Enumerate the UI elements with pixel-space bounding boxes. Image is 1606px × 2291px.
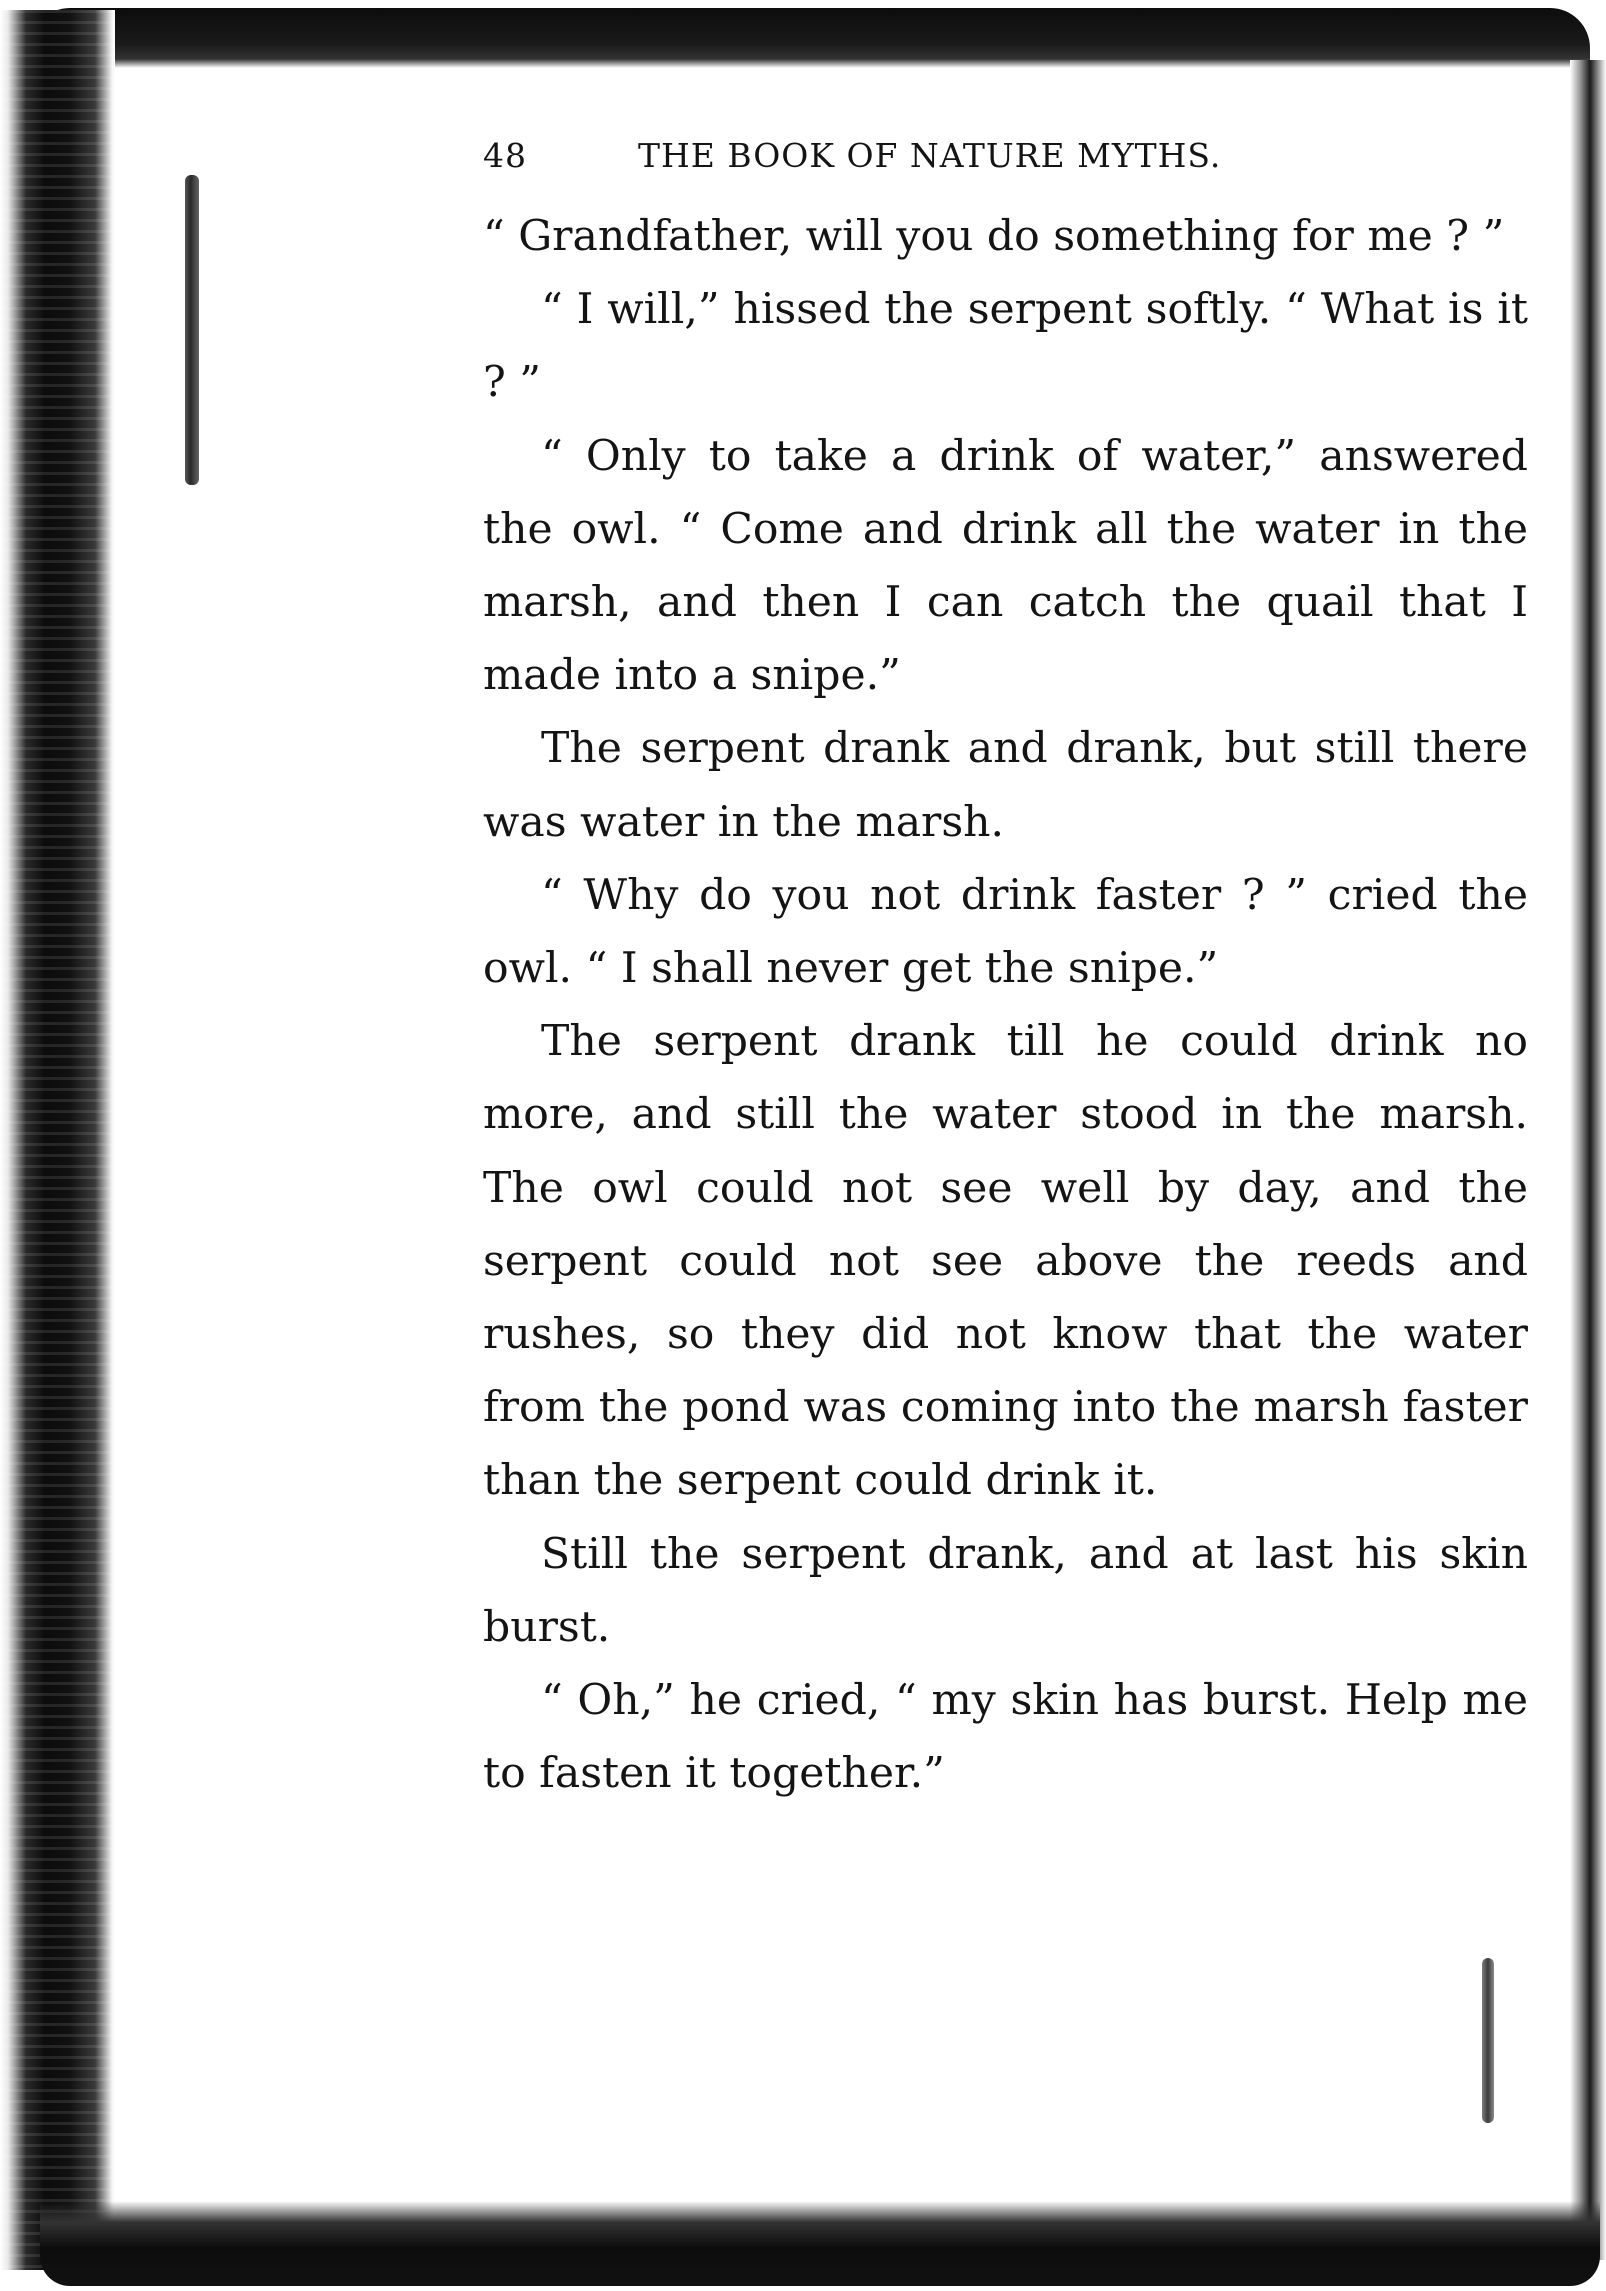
paragraph: The serpent drank till he could drink no more, and still the water stood in the marsh. The owl could not see well by day, and the serpent could not see above the reeds and rushes, so they did not know that the water from the pond was coming into the marsh faster than the serpent could drink it. (483, 1017, 1528, 1506)
running-head (483, 120, 1528, 190)
paragraph: “ I will,” hissed the serpent softly. “ What is it ? ” (483, 285, 1528, 408)
scan-edge-bottom (40, 2201, 1600, 2286)
scan-edge-right (1570, 60, 1606, 2260)
paragraph: Still the serpent drank, and at last his skin burst. (483, 1529, 1528, 1652)
book-page (483, 120, 1528, 1810)
page-text (483, 200, 1528, 1810)
paragraph: The serpent drank and drank, but still there was water in the marsh. (483, 724, 1528, 847)
paragraph: “ Oh,” he cried, “ my skin has burst. Help me to fasten it together.” (483, 1676, 1528, 1799)
scan-edge-top (30, 8, 1590, 68)
scan-smudge-right (1482, 1958, 1494, 2123)
paragraph: “ Only to take a drink of water,” answered the owl. “ Come and drink all the water in the marsh, and then I can catch the quail that I made into a snipe.” (483, 431, 1528, 701)
paragraph: “ Why do you not drink faster ? ” cried the owl. “ I shall never get the snipe.” (483, 870, 1528, 994)
page-number: 48 (483, 135, 527, 175)
paragraph: “ Grandfather, will you do something for me ? ” (483, 212, 1505, 261)
book-spine-edge (0, 10, 115, 2270)
running-title: THE BOOK OF NATURE MYTHS. (638, 135, 1222, 175)
scan-smudge-left (185, 175, 199, 485)
